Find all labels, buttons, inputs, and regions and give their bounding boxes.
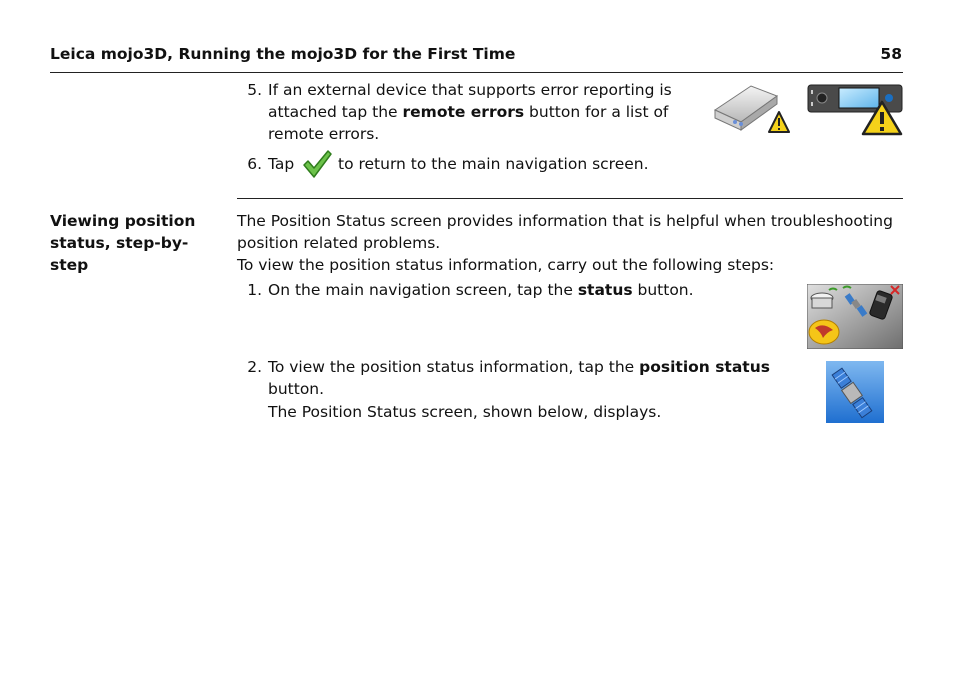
step-2-number: 2. [247, 358, 262, 376]
status-label: status [577, 281, 633, 299]
section-divider [237, 198, 903, 199]
intro-line-2: position related problems. [237, 234, 441, 252]
step-1-number: 1. [247, 281, 262, 299]
side-title-line-1: Viewing position [50, 212, 196, 230]
intro-line-1: The Position Status screen provides information that is helpful when troubleshooting [237, 212, 893, 230]
step-2-line-1 [268, 356, 798, 378]
page-number: 58 [880, 45, 902, 63]
position-status-label: position status [639, 358, 770, 376]
checkmark-icon [301, 148, 333, 180]
step-5-line-1: If an external device that supports error reporting is [268, 81, 672, 99]
section-intro [237, 210, 907, 276]
step-2-text [268, 356, 798, 423]
step-5-line-2-post: button for a list of [524, 103, 669, 121]
step-5-line-3: remote errors. [268, 125, 380, 143]
step-2-line-3: The Position Status screen, shown below, displays. [268, 403, 662, 421]
step-5-line-2 [268, 101, 698, 123]
intro-line-3: To view the position status information, carry out the following steps: [237, 256, 775, 274]
remote-device-warning-icon [711, 84, 791, 136]
step-5-line-2-pre: attached tap the [268, 103, 403, 121]
step-1-post: button. [632, 281, 694, 299]
step-5-text [268, 79, 698, 145]
step-2-pre: To view the position status information, tap the [268, 358, 640, 376]
step-5-number: 5. [247, 81, 262, 99]
side-title-line-2: status, step-by- [50, 234, 189, 252]
position-status-button-icon [826, 361, 884, 423]
side-title-line-3: step [50, 256, 89, 274]
step-1-pre: On the main navigation screen, tap the [268, 281, 578, 299]
display-device-warning-icon [807, 84, 903, 136]
step-6-pre: Tap [268, 155, 295, 173]
header-divider [50, 72, 903, 73]
step-2-line-2: button. [268, 380, 325, 398]
section-side-title [50, 210, 210, 276]
status-button-icon [807, 284, 903, 349]
step-6-post: to return to the main navigation screen. [338, 155, 649, 173]
remote-errors-label: remote errors [402, 103, 525, 121]
step-1-text [268, 279, 694, 301]
page-header-title: Leica mojo3D, Running the mojo3D for the First Time [50, 45, 516, 63]
step-6-number: 6. [247, 155, 262, 173]
